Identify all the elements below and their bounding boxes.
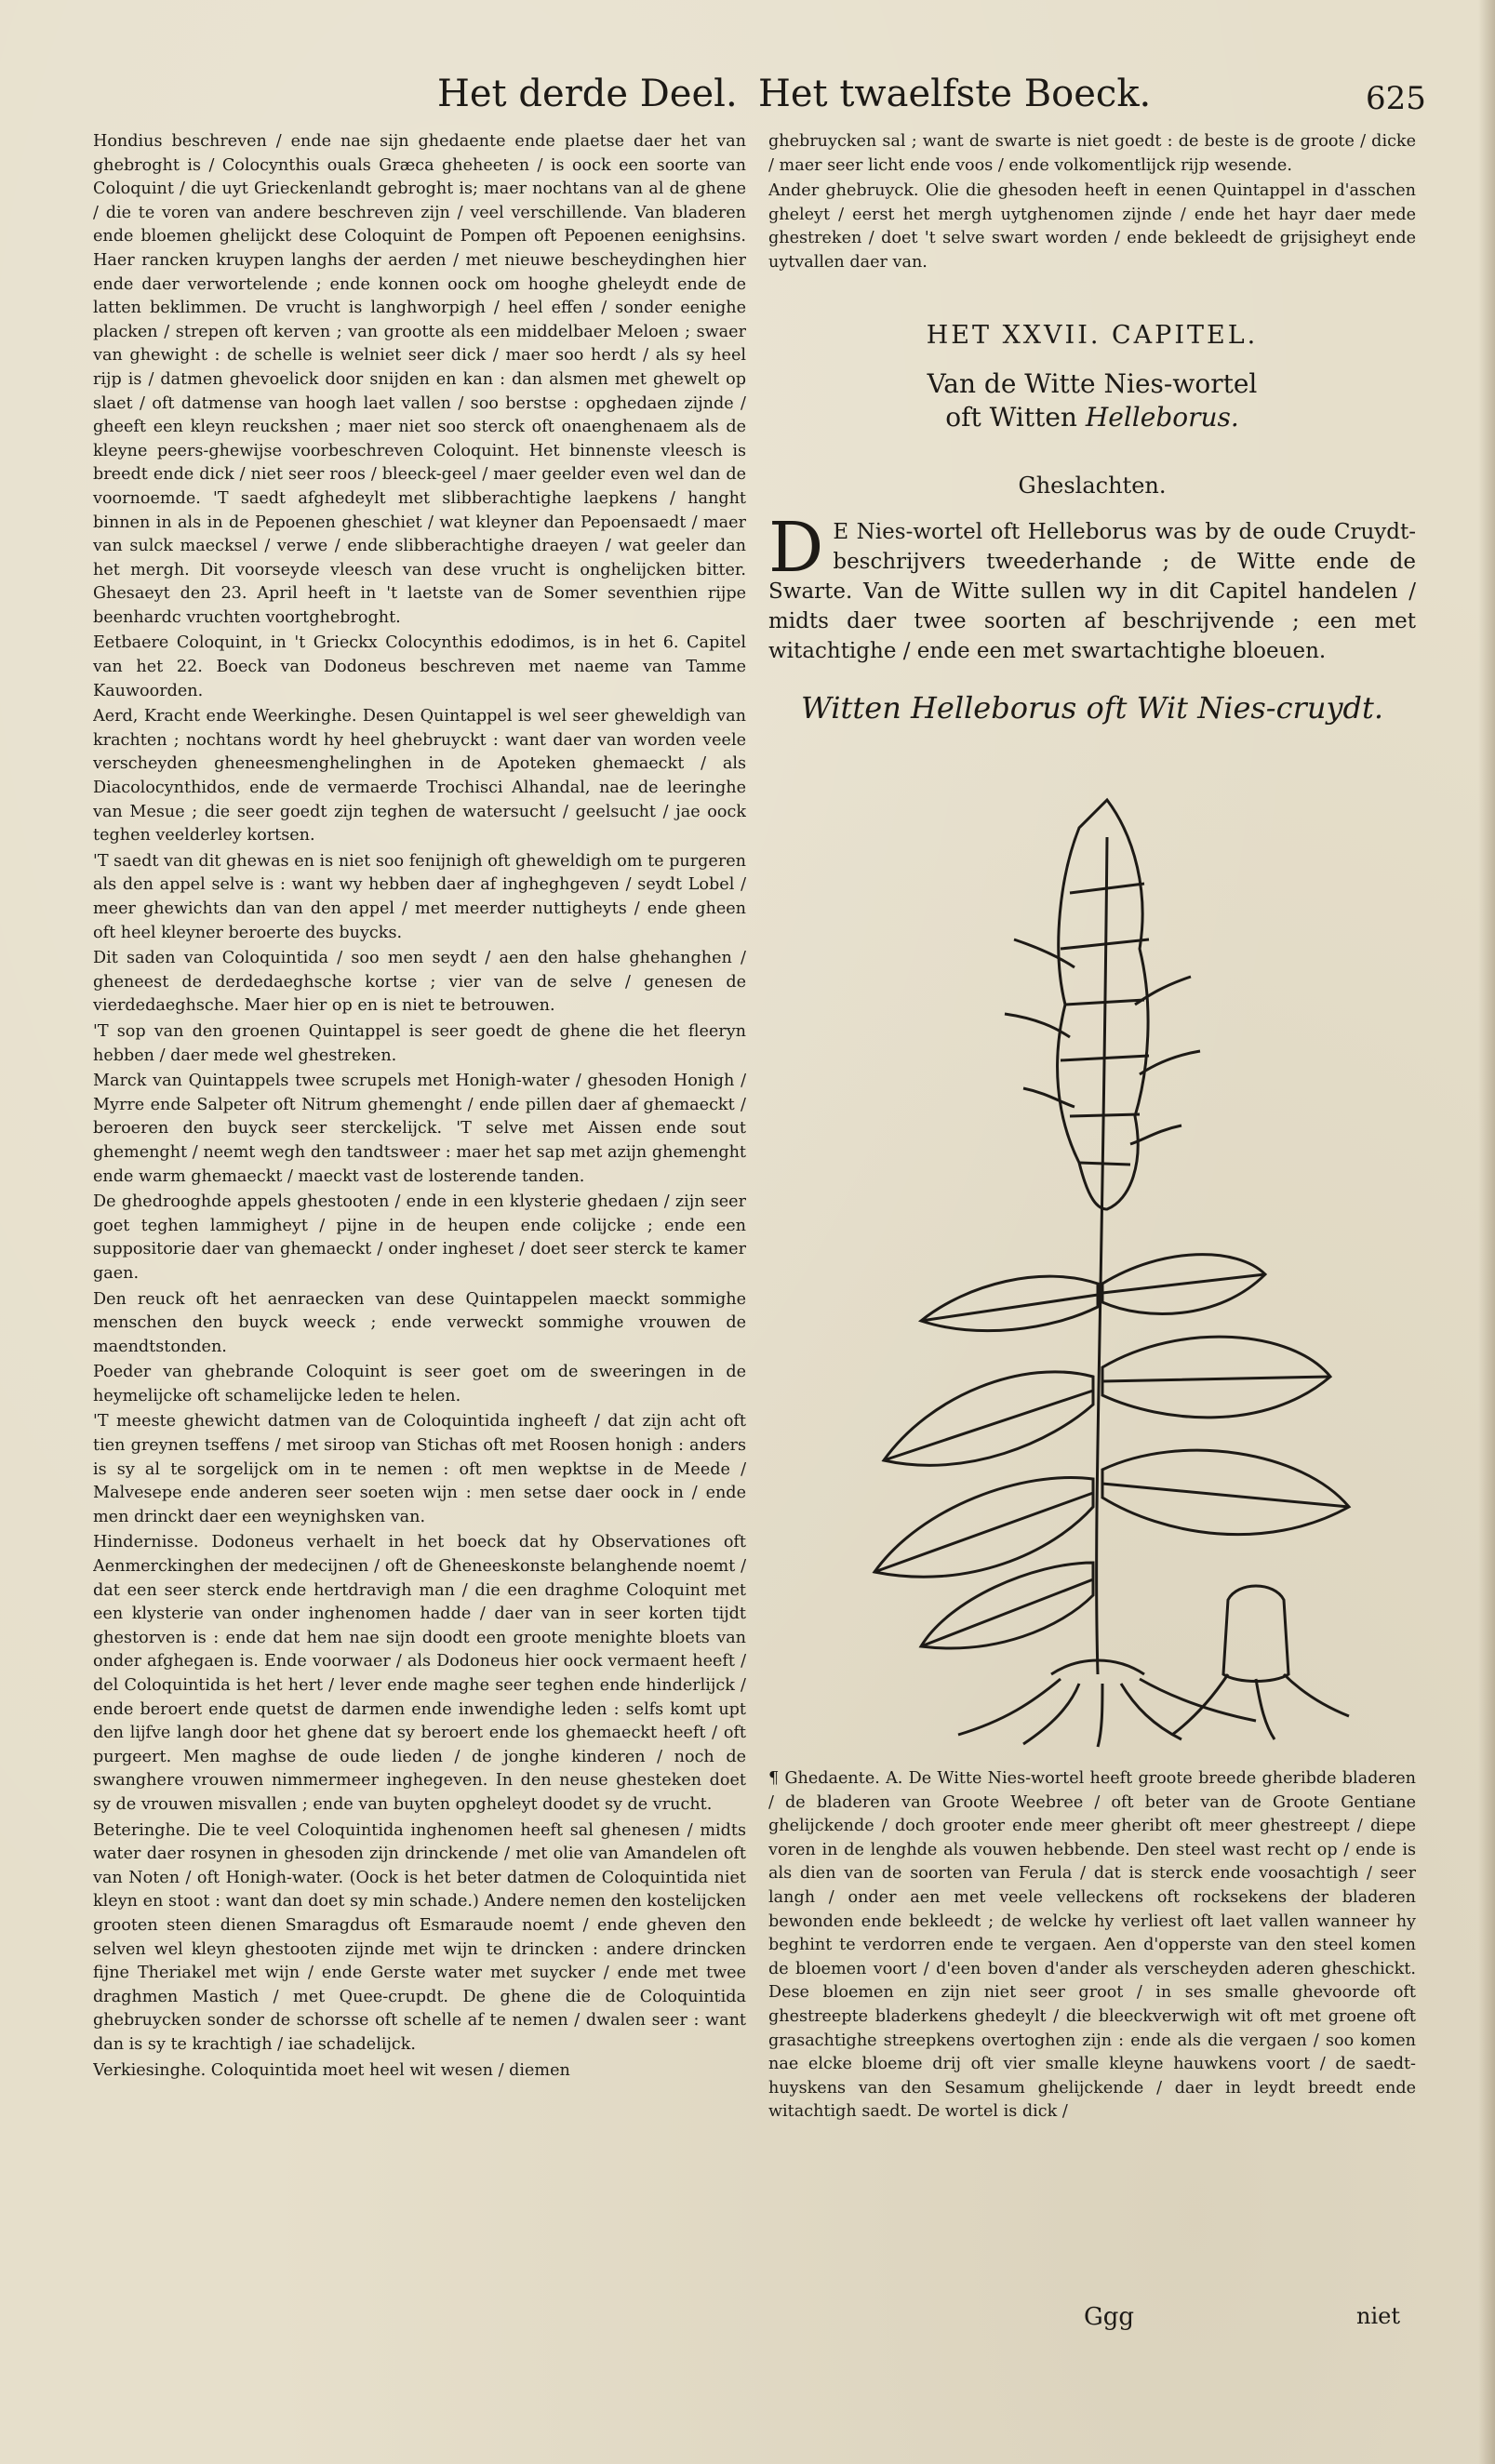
- paragraph: Ander ghebruyck. Olie die ghesoden heeft in eenen Quintappel in d'asschen gheleyt / eerst het mergh uytghenomen zijnde / ende het hayr daer mede ghestreken / doet 't selve swart worden / ende bekleedt de grijsigheyt ende uytvallen daer van.: [768, 181, 1416, 272]
- drop-capital: D: [768, 508, 824, 588]
- paragraph: 'T meeste ghewicht datmen van de Coloquintida ingheeft / dat zijn acht oft tien greynen tseffens / met siroop van Stichas oft met Roosen honigh : anders is sy al te sorgelijck om in te nemen : oft men wepktse in de Meede / Malvesepe ende anderen seer soeten wijn : men setse daer oock in / ende men drinckt daer een weynighsken van.: [93, 1412, 746, 1526]
- paragraph: ¶ Ghedaente. A. De Witte Nies-wortel heeft groote breede gheribde bladeren / de bladeren van Groote Weebree / oft beter van de Groote Gentiane ghelijckende / doch grooter ende meer gheribt oft meer ghestreept / diepe voren in de lenghde als vouwen hebbende. Den steel wast recht op / ende is als dien van de soorten van Ferula / dat is sterck ende voosachtigh / seer langh / onder aen met veele velleckens oft rocksekens der bladeren bewonden ende bekleedt ; de welcke hy verliest oft laet vallen wanneer hy beghint te verdorren ende te vergaen. Aen d'opperste van den steel komen de bloemen voort / d'een boven d'ander als verscheyden aderen gheschickt. Dese bloemen en zijn niet seer groot / in ses smalle ghevoorde oft ghestreepte bladerkens ghedeylt / die bleeckverwigh wit oft met groene oft grasachtighe streepkens overtoghen zijn : ende als die vergaen / soo komen nae elcke bloeme drij oft vier smalle kleyne hauwkens voort / de saedt-huyskens van den Sesamum ghelijckende / daer in leydt breedt ende witachtigh saedt. De wortel is dick /: [768, 1769, 1416, 2122]
- paragraph: De ghedrooghde appels ghestooten / ende in een klysterie ghedaen / zijn seer goet teghen lammigheyt / pijne in de heupen ende colijcke ; ende een suppositorie daer van ghemaeckt / onder ingheset / doet seer sterck te kamer gaen.: [93, 1192, 746, 1283]
- intro-text: E Nies-wortel oft Helleborus was by de oude Cruydt-beschrijvers tweederhande ; de Witte ende de Swarte. Van de Witte sullen wy in dit Capitel handelen / midts daer twee soorten af beschrijvende ; een met witachtighe / ende een met swartachtighe bloeuen.: [768, 520, 1416, 663]
- running-header: [0, 73, 1495, 128]
- leaf: [921, 1276, 1098, 1330]
- header-book: Het twaelfste Boeck.: [758, 73, 1152, 115]
- chapter-heading: HET XXVII. CAPITEL.: [926, 321, 1259, 350]
- title-italic: Helleborus.: [1085, 402, 1239, 433]
- paragraph: Den reuck oft het aenraecken van dese Quintappelen maeckt sommighe menschen den buyck weeck ; ende verweckt sommighe vrouwen de maendtstonden.: [93, 1289, 746, 1356]
- title-prefix: oft Witten: [945, 402, 1086, 433]
- paragraph: 'T saedt van dit ghewas en is niet soo fenijnigh oft gheweldigh om te purgeren als den appel selve is : want wy hebben daer af ingheghgeven / seydt Lobel / meer ghewichts dan van den appel / met meerder nuttigheyts / ende gheen oft heel kleyner beroerte des buycks.: [93, 851, 746, 942]
- chapter-title-line1: Van de Witte Nies-wortel: [927, 368, 1258, 399]
- chapter-intro: [768, 508, 1416, 666]
- hellebore-woodcut-illustration: [865, 763, 1368, 1749]
- paragraph: Beteringhe. Die te veel Coloquintida inghenomen heeft sal ghenesen / midts water daer rosynen in ghesoden zijn drinckende / met olie van Amandelen oft van Noten / oft Honigh-water. (Oock is het beter datmen de Coloquintida niet kleyn en stoot : want dan doet sy min schade.) Andere nemen den kostelijcken grooten steen dienen Smaragdus oft Esmaraude noemt / ende gheven den selven wel kleyn ghestooten zijnde met wijn te drincken : andere drincken fijne Theriakel met wijn / ende Gerste water met suycker / ende met twee draghmen Mastich / met Quee-crupdt. De ghene die de Coloquintida ghebruycken sonder de schorsse oft schelle af te nemen / dwalen seer : want dan is sy te krachtigh / iae schadelijck.: [93, 1820, 746, 2054]
- section-heading: Gheslachten.: [1018, 473, 1167, 499]
- catchword: niet: [1356, 2303, 1400, 2329]
- chapter-title: [768, 367, 1416, 434]
- plant-drawing: [865, 763, 1368, 1749]
- leaf: [1102, 1450, 1349, 1534]
- header-part: Het derde Deel.: [437, 73, 738, 115]
- paragraph: Dit saden van Coloquintida / soo men seydt / aen den halse ghehanghen / gheneest de derdedaeghsche kortse ; vier van de selve / genesen de vierdedaeghsche. Maer hier op en is niet te betrouwen.: [93, 949, 746, 1016]
- paragraph: Hondius beschreven / ende nae sijn ghedaente ende plaetse daer het van ghebroght is / Colocynthis ouals Græca gheheeten / is oock een soorte van Coloquint / die uyt Grieckenlandt gebroght is; maer nochtans van al de ghene / die te voren van andere beschreven zijn / veel verschillende. Van bladeren ende bloemen ghelijckt dese Coloquint de Pompen oft Pepoenen eenighsins. Haer rancken kruypen langhs der aerden / met nieuwe bescheydinghen hier ende daer verwortelende ; ende konnen oock om hooghe gheleydt ende de latten beklimmen. De vrucht is langhworpigh / heel effen / sonder eenighe placken / strepen oft kerven ; van grootte als een middelbaer Meloen ; swaer van ghewight : de schelle is welniet seer dick / maer soo herdt / als sy heel rijp is / datmen ghevoelick door snijden en kan : dan alsmen met ghewelt op slaet / oft datmense van hoogh laet vallen / soo berstse : opghedaen zijnde / gheeft een kleyn reuckshen ; maer niet soo sterck oft onaenghenaem als de kleyne peers-ghewijse voorbeschreven Coloquint. Het binnenste vleesch is breedt ende dick / niet seer roos / bleeck-geel / maer geelder even wel dan de voornoemde. 'T saedt afghedeylt met slibberachtighe laepkens / hanght binnen in als in de Pepoenen gheschiet / wat kleyner dan Pepoensaedt / maer van sulck maecksel / verwe / ende slibberachtighe draeyen / wat geeler dan het mergh. Dit voorseyde vleesch van dese vrucht is onghelijcken bitter. Ghesaeyt den 23. April heeft in 't laetste van de Somer seventhien rijpe beenhardc vruchten voortghebroght.: [93, 132, 746, 627]
- paragraph: Marck van Quintappels twee scrupels met Honigh-water / ghesoden Honigh / Myrre ende Salpeter oft Nitrum ghemenght / ende pillen daer af ghemaeckt / beroeren den buyck seer sterckelijck. 'T selve met Aissen ende sout ghemenght / neemt wegh den tandtsweer : maer het sap met azijn ghemenght ende warm ghemaeckt / maeckt vast de losterende tanden.: [93, 1072, 746, 1186]
- paragraph: ghebruycken sal ; want de swarte is niet goedt : de beste is de groote / dicke / maer seer licht ende voos / ende volkomentlijck rijp wesende.: [768, 132, 1416, 175]
- paragraph: Eetbaere Coloquint, in 't Grieckx Colocynthis edodimos, is in het 6. Capitel van het 22. Boeck van Dodoneus beschreven met naeme van Tamme Kauwoorden.: [93, 633, 746, 700]
- illustration-caption: Witten Helleborus oft Wit Nies-cruydt.: [800, 690, 1384, 726]
- paragraph: 'T sop van den groenen Quintappel is seer goedt de ghene die het fleeryn hebben / daer mede wel ghestreken.: [93, 1021, 746, 1065]
- chapter-title-line2: [768, 401, 1416, 434]
- leaf: [874, 1477, 1093, 1577]
- paragraph: Verkiesinghe. Coloquintida moet heel wit wesen / diemen: [93, 2060, 570, 2080]
- signature-mark: Ggg: [1084, 2303, 1135, 2331]
- right-column-bottom: [768, 1767, 1416, 2288]
- left-column: [93, 130, 746, 2298]
- paragraph: Poeder van ghebrande Coloquint is seer goet om de sweeringen in de heymelijcke oft schamelijcke leden te helen.: [93, 1363, 746, 1405]
- plant-stem: [1097, 837, 1107, 1674]
- page-number: 625: [1366, 80, 1426, 117]
- paragraph: Hindernisse. Dodoneus verhaelt in het boeck dat hy Observationes oft Aenmerckinghen der medecijnen / oft de Gheneeskonste belanghende noemt / dat een seer sterck ende hertdravigh man / die een draghme Coloquint met een klysterie van onder inghenomen hadde / daer van in seer korten tijdt ghestorven is : ende dat hem nae sijn doodt een groote menighte bloets van onder afghegaen is. Ende voorwaer / als Dodoneus hier oock vermaent heeft / del Coloquintida is het hert / lever ende maghe seer teghen ende hinderlijck / ende beroert ende quetst de darmen ende inwendighe leden : selfs komt upt den lijfve langh door het ghene dat sy beroert ende los ghemaeckt heeft / oft purgeert. Men maghse de oude lieden / de jonghe kinderen / noch de swanghere vrouwen nimmermeer inghegeven. In den neuse ghesteken doet sy de vrouwen misvallen ; ende van buyten opgheleyt doodet sy de vrucht.: [93, 1533, 746, 1814]
- right-column-top: [768, 130, 1416, 307]
- paragraph: Aerd, Kracht ende Weerkinghe. Desen Quintappel is wel seer gheweldigh van krachten ; nochtans wordt hy heel ghebruyckt : want daer van worden veele verscheyden gheneesmenghelinghen in de Apoteken ghemaeckt / als Diacolocynthidos, ende de vermaerde Trochisci Alhandal, nae de leeringhe van Mesue ; die seer goedt zijn teghen de watersucht / geelsucht / jae oock teghen veelderley kortsen.: [93, 707, 746, 846]
